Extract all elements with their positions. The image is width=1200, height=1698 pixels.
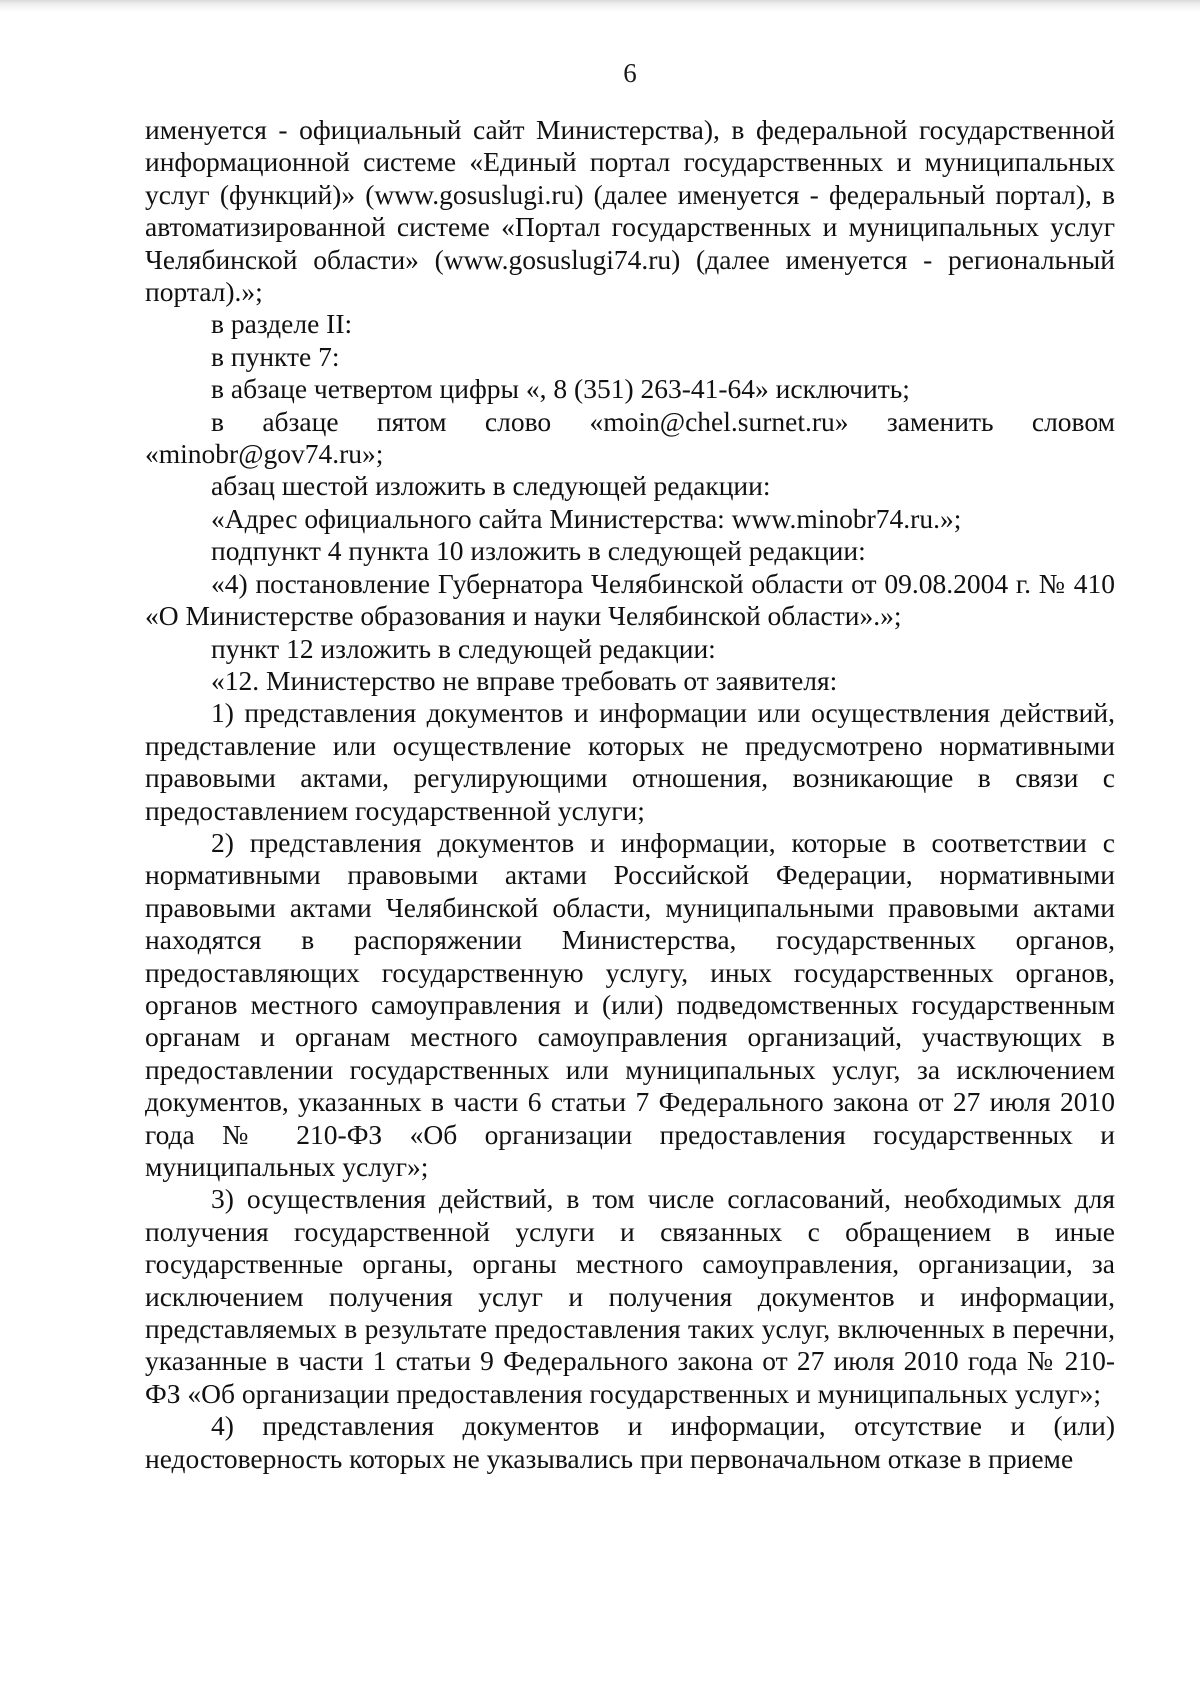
paragraph: «4) постановление Губернатора Челябинской области от 09.08.2004 г. № 410 «О Министерстве образования и науки Челябинской области».»;: [145, 567, 1115, 632]
paragraph: подпункт 4 пункта 10 изложить в следующей редакции:: [211, 535, 866, 567]
paragraph: в пункте 7:: [211, 340, 340, 372]
paragraph: в абзаце четвертом цифры «, 8 (351) 263-41-64» исключить;: [211, 373, 910, 405]
paragraph: «12. Министерство не вправе требовать от заявителя:: [211, 664, 838, 696]
paragraph: 3) осуществления действий, в том числе согласований, необходимых для получения государственной услуги и связанных с обращением в иные государственные органы, органы местного самоуправления, организации, за исключением получения услуг и получения документов и информации, представляемых в результате предоставления таких услуг, включенных в перечни, указанные в части 1 статьи 9 Федерального закона от 27 июля 2010 года № 210-ФЗ «Об организации предоставления государственных и муниципальных услуг»;: [145, 1183, 1115, 1409]
paragraph: в абзаце пятом слово «moin@chel.surnet.ru» заменить словом «minobr@gov74.ru»;: [145, 405, 1115, 470]
paragraph: 4) представления документов и информации, отсутствие и (или) недостоверность которых не указывались при первоначальном отказе в приеме: [145, 1410, 1115, 1474]
paragraph: пункт 12 изложить в следующей редакции:: [211, 632, 716, 664]
paragraph: в разделе II:: [211, 308, 353, 340]
paragraph: 1) представления документов и информации или осуществления действий, представление или осуществление которых не предусмотрено нормативными правовыми актами, регулирующими отношения, возникающие в связи с предоставлением государственной услуги;: [145, 697, 1115, 826]
paragraph: «Адрес официального сайта Министерства: www.minobr74.ru.»;: [211, 502, 962, 534]
scan-edge: [0, 0, 1200, 12]
paragraph: абзац шестой изложить в следующей редакции:: [211, 470, 771, 502]
paragraph: именуется - официальный сайт Министерства), в федеральной государственной информационной системе «Единый портал государственных и муниципальных услуг (функций)» (www.gosuslugi.ru) (далее именуется - федеральный портал), в автоматизированной системе «Портал государственных и муниципальных услуг Челябинской области» (www.gosuslugi74.ru) (далее именуется - региональный портал).»;: [145, 114, 1115, 308]
paragraph: 2) представления документов и информации, которые в соответствии с нормативными правовыми актами Российской Федерации, нормативными правовыми актами Челябинской области, муниципальными правовыми актами находятся в распоряжении Министерства, государственных органов, предоставляющих государственную услугу, иных государственных органов, органов местного самоуправления и (или) подведомственных государственным органам и органам местного самоуправления организаций, участвующих в предоставлении государственных или муниципальных услуг, за исключением документов, указанных в части 6 статьи 7 Федерального закона от 27 июля 2010 года № 210-ФЗ «Об организации предоставления государственных и муниципальных услуг»;: [145, 826, 1115, 1182]
page-number: 6: [623, 58, 637, 88]
document-body: [145, 114, 1115, 1475]
